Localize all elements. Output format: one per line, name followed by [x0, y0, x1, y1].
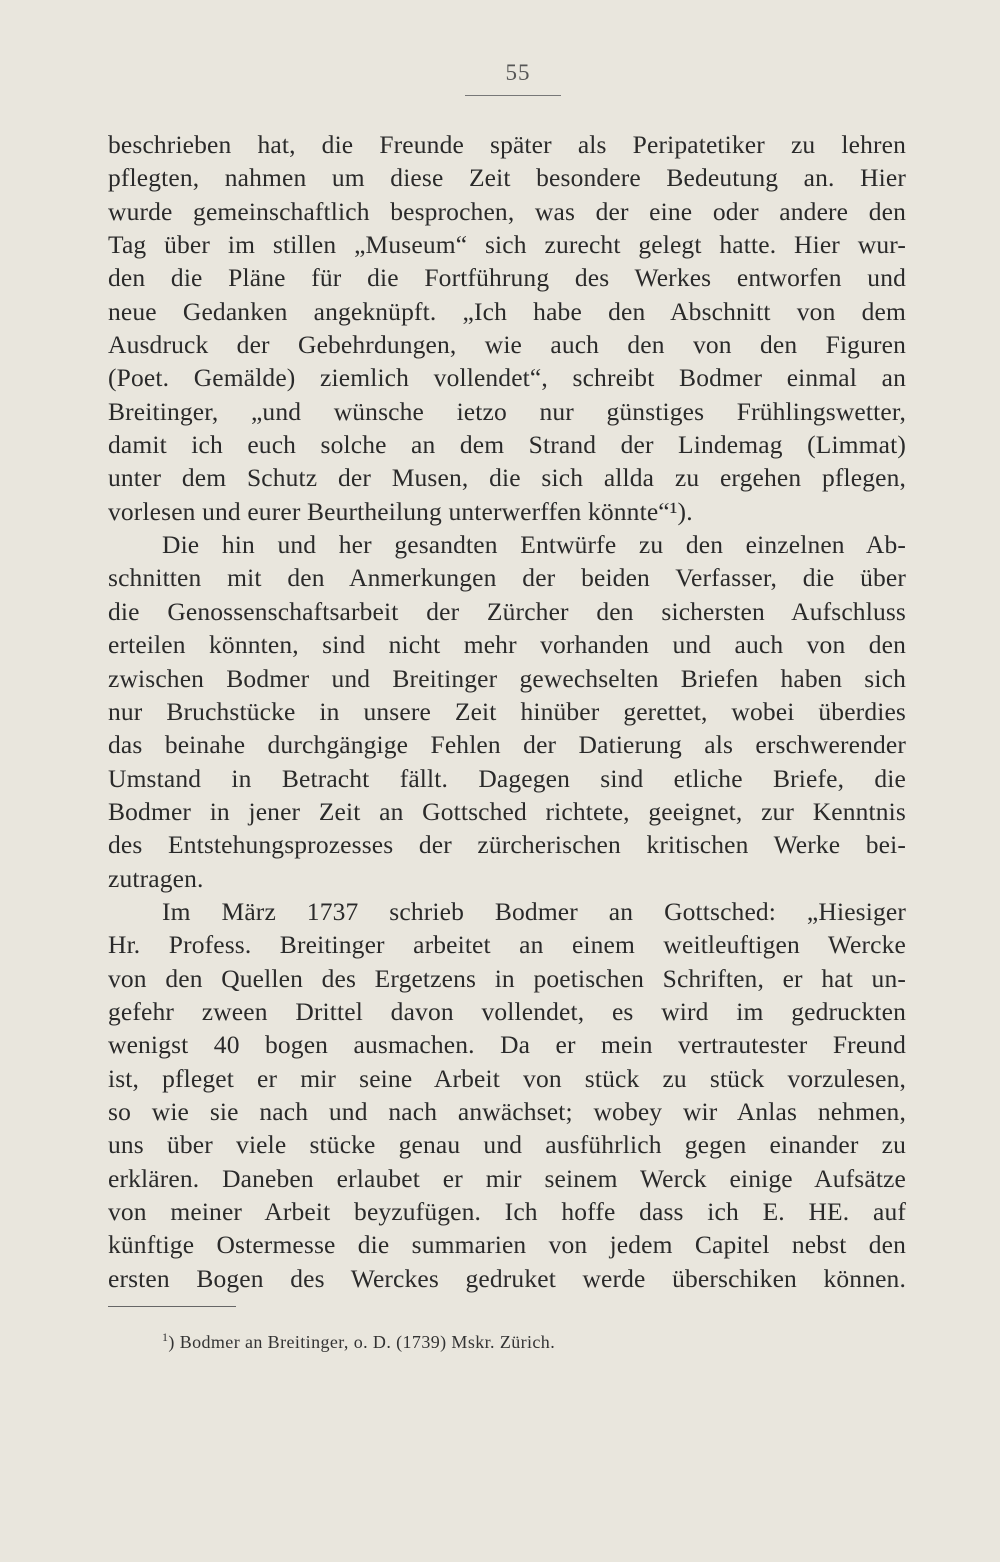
text-line: wurde gemeinschaftlich besprochen, was der eine oder andere den [108, 196, 906, 226]
text-line: Hr. Profess. Breitinger arbeitet an einem weitleuftigen Wercke [108, 930, 906, 960]
paragraph-1 [108, 128, 906, 528]
text-line: die Genossenschaftsarbeit der Zürcher den sichersten Aufschluss [108, 596, 906, 626]
footnote-rule [108, 1306, 236, 1307]
text-line: wenigst 40 bogen ausmachen. Da er mein vertrautester Freund [108, 1030, 906, 1060]
footnote-text: ) Bodmer an Breitinger, o. D. (1739) Mskr. Zürich. [168, 1332, 556, 1352]
text-line: den die Pläne für die Fortführung des Werkes entworfen und [108, 263, 906, 293]
text-line: Ausdruck der Gebehrdungen, wie auch den von den Figuren [108, 330, 906, 360]
text-line: Bodmer in jener Zeit an Gottsched richtete, geeignet, zur Kenntnis [108, 796, 906, 826]
text-line: Breitinger, „und wünsche ietzo nur günstiges Frühlingswetter, [108, 396, 906, 426]
text-line: gefehr zween Drittel davon vollendet, es wird im gedruckten [108, 996, 906, 1026]
text-line: uns über viele stücke genau und ausführlich gegen einander zu [108, 1130, 906, 1160]
text-line: zwischen Bodmer und Breitinger gewechselten Briefen haben sich [108, 663, 906, 693]
text-line: das beinahe durchgängige Fehlen der Datierung als erschwerender [108, 730, 906, 760]
text-line: so wie sie nach und nach anwächset; wobey wir Anlas nehmen, [108, 1096, 906, 1126]
paragraph-2 [108, 528, 906, 895]
text-line: künftige Ostermesse die summarien von jedem Capitel nebst den [108, 1230, 906, 1260]
text-line: nur Bruchstücke in unsere Zeit hinüber gerettet, wobei überdies [108, 696, 906, 726]
text-line: erteilen könnten, sind nicht mehr vorhanden und auch von den [108, 630, 906, 660]
footnote-marker: 1 [162, 1330, 169, 1344]
text-line: ist, pfleget er mir seine Arbeit von stück zu stück vorzulesen, [108, 1063, 906, 1093]
text-line: unter dem Schutz der Musen, die sich allda zu ergehen pflegen, [108, 463, 906, 493]
text-line: neue Gedanken angeknüpft. „Ich habe den Abschnitt von dem [108, 296, 906, 326]
body-text [108, 128, 906, 1295]
text-line: Tag über im stillen „Museum“ sich zurecht gelegt hatte. Hier wur- [108, 230, 906, 260]
page-number: 55 [505, 60, 531, 85]
text-line: von meiner Arbeit beyzufügen. Ich hoffe dass ich E. HE. auf [108, 1197, 906, 1226]
paragraph-3 [108, 895, 906, 1295]
page-number-rule [465, 95, 561, 96]
text-line: schnitten mit den Anmerkungen der beiden Verfasser, die über [108, 563, 906, 593]
text-line: Im März 1737 schrieb Bodmer an Gottsched: „Hiesiger [162, 896, 906, 926]
text-line: von den Quellen des Ergetzens in poetischen Schriften, er hat un- [108, 963, 906, 993]
text-line: (Poet. Gemälde) ziemlich vollendet“, schreibt Bodmer einmal an [108, 363, 906, 393]
text-line: Die hin und her gesandten Entwürfe zu den einzelnen Ab- [162, 530, 906, 560]
text-line: pflegten, nahmen um diese Zeit besondere Bedeutung an. Hier [108, 163, 906, 193]
text-line: vorlesen und eurer Beurtheilung unterwerffen könnte“¹). [108, 496, 693, 526]
text-line: beschrieben hat, die Freunde später als Peripatetiker zu lehren [108, 130, 906, 159]
text-line: damit ich euch solche an dem Strand der Lindemag (Limmat) [108, 430, 906, 460]
text-line: zutragen. [108, 863, 204, 893]
text-line: erklären. Daneben erlaubet er mir seinem Werck einige Aufsätze [108, 1163, 906, 1193]
text-line: des Entstehungsprozesses der zürcherischen kritischen Werke bei- [108, 830, 906, 860]
text-line: ersten Bogen des Werckes gedruket werde überschiken können. [108, 1263, 906, 1293]
footnote [162, 1330, 555, 1353]
text-line: Umstand in Betracht fällt. Dagegen sind etliche Briefe, die [108, 763, 906, 793]
